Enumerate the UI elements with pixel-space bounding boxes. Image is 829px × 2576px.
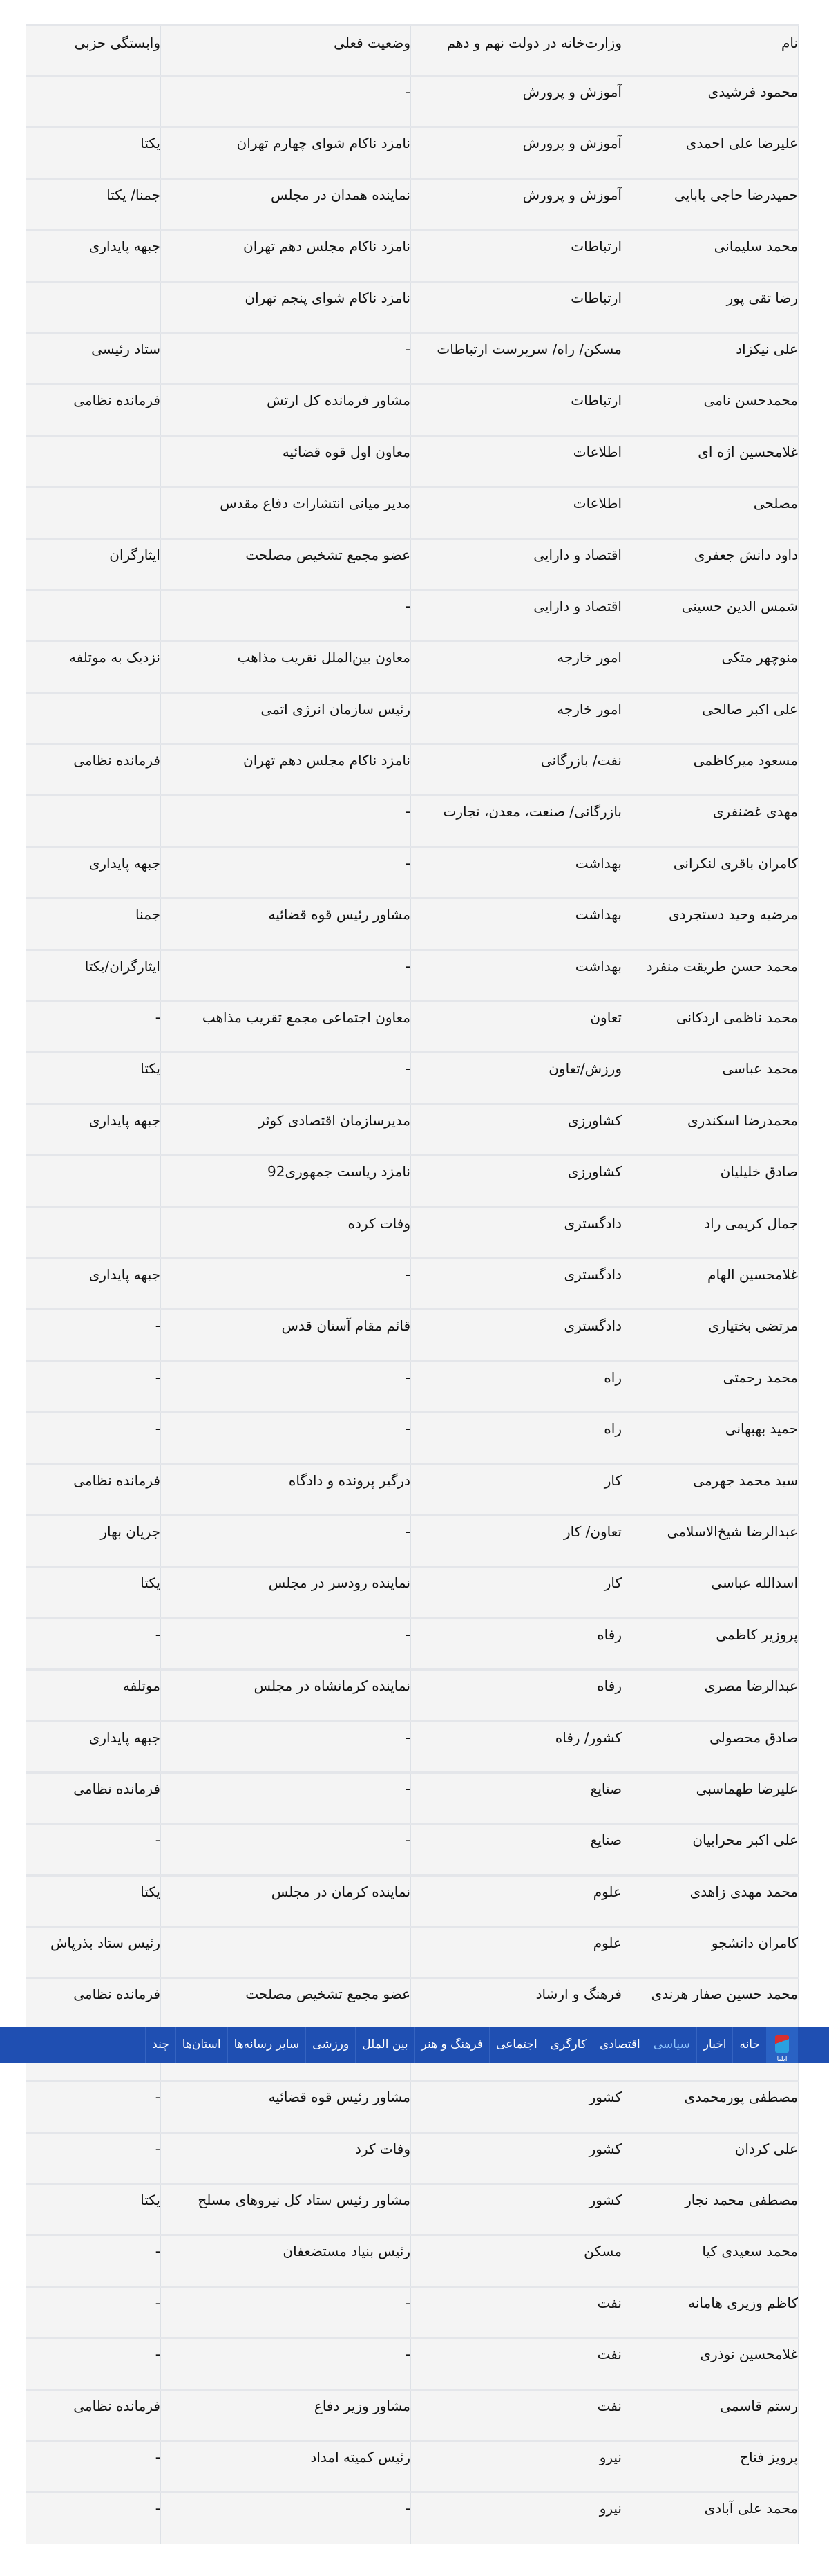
- cell-ministry: بهداشت: [411, 899, 622, 950]
- cell-current-status: رئیس کمیته امداد: [161, 2441, 411, 2492]
- nav-item[interactable]: خانه: [732, 2027, 766, 2063]
- cell-party: یکتا: [26, 1875, 161, 1926]
- cell-party: -: [26, 2081, 161, 2132]
- cell-ministry: اطلاعات: [411, 435, 622, 487]
- cell-party: جبهه پایداری: [26, 230, 161, 281]
- cell-current-status: رئیس بنیاد مستضعفان: [161, 2235, 411, 2286]
- cell-current-status: نامزد ناکام شوای چهارم تهران: [161, 127, 411, 178]
- cell-name: کامران دانشجو: [622, 1927, 799, 1978]
- cell-name: محمد مهدی زاهدی: [622, 1875, 799, 1926]
- cell-ministry: رفاه: [411, 1670, 622, 1721]
- table-row: [26, 1207, 799, 1258]
- cell-current-status: -: [161, 2338, 411, 2389]
- header-ministry: وزارت‌خانه در دولت نهم و دهم: [411, 26, 622, 76]
- cell-name: رضا تقی پور: [622, 281, 799, 332]
- table-row: [26, 1772, 799, 1823]
- cell-name: سید محمد جهرمی: [622, 1464, 799, 1515]
- cell-name: رستم قاسمی: [622, 2389, 799, 2441]
- table-row: [26, 435, 799, 487]
- cell-current-status: مشاور فرمانده کل ارتش: [161, 384, 411, 435]
- cell-current-status: وفات کرده: [161, 1207, 411, 1258]
- cell-current-status: عضو مجمع تشخیص مصلحت: [161, 1978, 411, 2029]
- cell-name: علی اکبر صالحی: [622, 693, 799, 744]
- cell-party: نزدیک به موتلفه: [26, 641, 161, 693]
- cell-current-status: نامزد ناکام مجلس دهم تهران: [161, 230, 411, 281]
- cell-ministry: امور خارجه: [411, 693, 622, 744]
- cell-party: جمنا/ یکتا: [26, 178, 161, 229]
- cell-party: -: [26, 1413, 161, 1464]
- cell-name: محمد علی آبادی: [622, 2492, 799, 2544]
- cell-party: [26, 435, 161, 487]
- header-current-status: وضعیت فعلی: [161, 26, 411, 76]
- cell-current-status: عضو مجمع تشخیص مصلحت: [161, 538, 411, 590]
- cell-ministry: آموزش و پرورش: [411, 76, 622, 127]
- table-row: [26, 1927, 799, 1978]
- cell-current-status: -: [161, 1824, 411, 1875]
- cell-current-status: -: [161, 796, 411, 847]
- table-row: [26, 899, 799, 950]
- table-row: [26, 1875, 799, 1926]
- cell-name: شمس الدین حسینی: [622, 590, 799, 641]
- ministers-table: [26, 24, 799, 2544]
- cell-current-status: -: [161, 950, 411, 1001]
- cell-current-status: مشاور رئیس قوه قضائیه: [161, 2081, 411, 2132]
- cell-ministry: بهداشت: [411, 950, 622, 1001]
- cell-name: محمد رحمتی: [622, 1361, 799, 1412]
- header-name: نام: [622, 26, 799, 76]
- table-row: [26, 1310, 799, 1361]
- cell-name: عبدالرضا مصری: [622, 1670, 799, 1721]
- cell-party: -: [26, 1310, 161, 1361]
- cell-current-status: -: [161, 76, 411, 127]
- cell-name: علی نیکزاد: [622, 332, 799, 384]
- cell-party: فرمانده نظامی: [26, 2389, 161, 2441]
- cell-ministry: نفت/ بازرگانی: [411, 744, 622, 796]
- cell-name: حمید بهبهانی: [622, 1413, 799, 1464]
- cell-name: کاظم وزیری هامانه: [622, 2286, 799, 2338]
- cell-ministry: نیرو: [411, 2441, 622, 2492]
- table-row: [26, 1567, 799, 1618]
- table-row: [26, 2081, 799, 2132]
- cell-ministry: بازرگانی/ صنعت، معدن، تجارت: [411, 796, 622, 847]
- cell-current-status: نماینده همدان در مجلس: [161, 178, 411, 229]
- cell-party: یکتا: [26, 2184, 161, 2235]
- cell-party: فرمانده نظامی: [26, 744, 161, 796]
- table-row: [26, 1618, 799, 1669]
- cell-ministry: دادگستری: [411, 1310, 622, 1361]
- table-row: [26, 230, 799, 281]
- nav-item[interactable]: سایر رسانه‌ها: [227, 2027, 306, 2063]
- cell-ministry: کار: [411, 1464, 622, 1515]
- cell-name: داود دانش جعفری: [622, 538, 799, 590]
- table-row: [26, 796, 799, 847]
- nav-item[interactable]: سیاسی: [647, 2027, 696, 2063]
- cell-party: جبهه پایداری: [26, 847, 161, 898]
- cell-name: علیرضا علی احمدی: [622, 127, 799, 178]
- cell-ministry: صنایع: [411, 1772, 622, 1823]
- nav-item[interactable]: چند: [145, 2027, 175, 2063]
- cell-ministry: رفاه: [411, 1618, 622, 1669]
- cell-party: رئیس ستاد بذرپاش: [26, 1927, 161, 1978]
- cell-ministry: راه: [411, 1361, 622, 1412]
- cell-party: جبهه پایداری: [26, 1104, 161, 1155]
- cell-name: کامران باقری لنکرانی: [622, 847, 799, 898]
- cell-ministry: ارتباطات: [411, 230, 622, 281]
- table-row: [26, 178, 799, 229]
- cell-ministry: ورزش/تعاون: [411, 1053, 622, 1104]
- table-row: [26, 538, 799, 590]
- cell-party: -: [26, 2492, 161, 2544]
- cell-name: حمیدرضا حاجی بابایی: [622, 178, 799, 229]
- cell-party: -: [26, 2132, 161, 2183]
- cell-current-status: مدیر میانی انتشارات دفاع مقدس: [161, 487, 411, 538]
- cell-ministry: نفت: [411, 2338, 622, 2389]
- cell-party: جمنا: [26, 899, 161, 950]
- cell-current-status: نماینده رودسر در مجلس: [161, 1567, 411, 1618]
- cell-current-status: -: [161, 1515, 411, 1566]
- cell-current-status: [161, 1927, 411, 1978]
- cell-party: [26, 693, 161, 744]
- cell-party: یکتا: [26, 1567, 161, 1618]
- cell-name: علیرضا طهماسبی: [622, 1772, 799, 1823]
- cell-party: موتلفه: [26, 1670, 161, 1721]
- table-row: [26, 2338, 799, 2389]
- table-row: [26, 1721, 799, 1772]
- cell-name: مصلحی: [622, 487, 799, 538]
- cell-party: [26, 1156, 161, 1207]
- cell-current-status: -: [161, 2286, 411, 2338]
- cell-party: ستاد رئیسی: [26, 332, 161, 384]
- cell-ministry: تعاون/ کار: [411, 1515, 622, 1566]
- site-nav-bar: [0, 2027, 829, 2063]
- cell-current-status: وفات کرد: [161, 2132, 411, 2183]
- cell-name: صادق محصولی: [622, 1721, 799, 1772]
- cell-name: مهدی غضنفری: [622, 796, 799, 847]
- cell-ministry: دادگستری: [411, 1207, 622, 1258]
- nav-item[interactable]: بین الملل: [355, 2027, 414, 2063]
- cell-ministry: نفت: [411, 2286, 622, 2338]
- cell-party: جبهه پایداری: [26, 1258, 161, 1309]
- table-row: [26, 332, 799, 384]
- cell-party: [26, 1207, 161, 1258]
- table-row: [26, 1824, 799, 1875]
- cell-current-status: نماینده کرمانشاه در مجلس: [161, 1670, 411, 1721]
- cell-name: پرویز فتاح: [622, 2441, 799, 2492]
- cell-current-status: -: [161, 2492, 411, 2544]
- cell-current-status: نامزد ناکام مجلس دهم تهران: [161, 744, 411, 796]
- cell-party: ایثارگران: [26, 538, 161, 590]
- cell-ministry: کشور: [411, 2184, 622, 2235]
- logo-icon: [775, 2035, 789, 2053]
- table-row: [26, 1104, 799, 1155]
- cell-party: [26, 796, 161, 847]
- cell-name: علی کردان: [622, 2132, 799, 2183]
- nav-item[interactable]: اجتماعی: [489, 2027, 544, 2063]
- table-row: [26, 281, 799, 332]
- cell-party: -: [26, 2286, 161, 2338]
- cell-current-status: -: [161, 1772, 411, 1823]
- header-party: وابستگی حزبی: [26, 26, 161, 76]
- table-row: [26, 693, 799, 744]
- cell-name: غلامحسین اژه ای: [622, 435, 799, 487]
- table-row: [26, 1978, 799, 2029]
- table-header-row: [26, 26, 799, 76]
- cell-party: یکتا: [26, 127, 161, 178]
- cell-ministry: مسکن/ راه/ سرپرست ارتباطات: [411, 332, 622, 384]
- table-row: [26, 1361, 799, 1412]
- nav-item[interactable]: کارگری: [544, 2027, 593, 2063]
- cell-name: علی اکبر محرابیان: [622, 1824, 799, 1875]
- cell-name: مصطفی پورمحمدی: [622, 2081, 799, 2132]
- cell-name: مسعود میرکاظمی: [622, 744, 799, 796]
- nav-item[interactable]: استان‌ها: [175, 2027, 227, 2063]
- cell-ministry: ارتباطات: [411, 281, 622, 332]
- cell-party: یکتا: [26, 1053, 161, 1104]
- cell-name: صادق خلیلیان: [622, 1156, 799, 1207]
- table-row: [26, 590, 799, 641]
- cell-current-status: درگیر پرونده و دادگاه: [161, 1464, 411, 1515]
- cell-name: محمد سلیمانی: [622, 230, 799, 281]
- cell-current-status: -: [161, 1053, 411, 1104]
- cell-current-status: -: [161, 1618, 411, 1669]
- table-row: [26, 2132, 799, 2183]
- cell-ministry: راه: [411, 1413, 622, 1464]
- cell-name: مرتضی بختیاری: [622, 1310, 799, 1361]
- cell-ministry: کشاورزی: [411, 1104, 622, 1155]
- cell-current-status: -: [161, 847, 411, 898]
- cell-ministry: کشاورزی: [411, 1156, 622, 1207]
- table-row: [26, 641, 799, 693]
- cell-ministry: آموزش و پرورش: [411, 178, 622, 229]
- nav-item[interactable]: فرهنگ و هنر: [414, 2027, 489, 2063]
- cell-current-status: -: [161, 332, 411, 384]
- cell-current-status: مشاور رئیس ستاد کل نیروهای مسلح: [161, 2184, 411, 2235]
- cell-party: [26, 590, 161, 641]
- cell-current-status: مشاور رئیس قوه قضائیه: [161, 899, 411, 950]
- cell-name: محمد عباسی: [622, 1053, 799, 1104]
- cell-ministry: کشور: [411, 2132, 622, 2183]
- cell-party: -: [26, 1824, 161, 1875]
- cell-ministry: علوم: [411, 1875, 622, 1926]
- table-row: [26, 384, 799, 435]
- cell-name: منوچهر متکی: [622, 641, 799, 693]
- cell-ministry: اطلاعات: [411, 487, 622, 538]
- table-row: [26, 847, 799, 898]
- cell-name: محمدحسن نامی: [622, 384, 799, 435]
- table-row: [26, 1670, 799, 1721]
- cell-party: -: [26, 1361, 161, 1412]
- logo-text: ایلنا: [776, 2056, 788, 2063]
- table-row: [26, 744, 799, 796]
- cell-ministry: امور خارجه: [411, 641, 622, 693]
- table-row: [26, 950, 799, 1001]
- cell-party: -: [26, 2338, 161, 2389]
- cell-party: -: [26, 1002, 161, 1053]
- table-row: [26, 487, 799, 538]
- nav-item[interactable]: اخبار: [696, 2027, 733, 2063]
- cell-party: -: [26, 2441, 161, 2492]
- cell-name: محمد ناظمی اردکانی: [622, 1002, 799, 1053]
- cell-ministry: دادگستری: [411, 1258, 622, 1309]
- table-row: [26, 1258, 799, 1309]
- table-row: [26, 1464, 799, 1515]
- cell-current-status: معاون بین‌الملل تقریب مذاهب: [161, 641, 411, 693]
- table-row: [26, 2184, 799, 2235]
- cell-name: غلامحسین الهام: [622, 1258, 799, 1309]
- cell-ministry: علوم: [411, 1927, 622, 1978]
- cell-ministry: نیرو: [411, 2492, 622, 2544]
- cell-current-status: -: [161, 1721, 411, 1772]
- cell-ministry: اقتصاد و دارایی: [411, 538, 622, 590]
- table-row: [26, 2441, 799, 2492]
- cell-party: -: [26, 2235, 161, 2286]
- cell-name: محمد حسین صفار هرندی: [622, 1978, 799, 2029]
- cell-ministry: آموزش و پرورش: [411, 127, 622, 178]
- cell-ministry: اقتصاد و دارایی: [411, 590, 622, 641]
- cell-ministry: ارتباطات: [411, 384, 622, 435]
- cell-party: -: [26, 1618, 161, 1669]
- nav-item[interactable]: اقتصادی: [593, 2027, 647, 2063]
- cell-current-status: -: [161, 1413, 411, 1464]
- table-row: [26, 2286, 799, 2338]
- cell-current-status: نامزد ناکام شوای پنجم تهران: [161, 281, 411, 332]
- cell-name: اسدالله عباسی: [622, 1567, 799, 1618]
- cell-current-status: قائم مقام آستان قدس: [161, 1310, 411, 1361]
- cell-ministry: کار: [411, 1567, 622, 1618]
- cell-ministry: صنایع: [411, 1824, 622, 1875]
- ilna-logo[interactable]: [766, 2027, 798, 2063]
- cell-current-status: -: [161, 1361, 411, 1412]
- table-row: [26, 1002, 799, 1053]
- nav-item[interactable]: ورزشی: [305, 2027, 355, 2063]
- table-row: [26, 2389, 799, 2441]
- cell-ministry: کشور: [411, 2081, 622, 2132]
- cell-ministry: نفت: [411, 2389, 622, 2441]
- cell-name: جمال کریمی راد: [622, 1207, 799, 1258]
- cell-name: غلامحسین نوذری: [622, 2338, 799, 2389]
- cell-name: محمد سعیدی کیا: [622, 2235, 799, 2286]
- cell-current-status: -: [161, 1258, 411, 1309]
- cell-current-status: مدیرسازمان اقتصادی کوثر: [161, 1104, 411, 1155]
- cell-ministry: تعاون: [411, 1002, 622, 1053]
- cell-current-status: مشاور وزیر دفاع: [161, 2389, 411, 2441]
- table-row: [26, 76, 799, 127]
- cell-party: فرمانده نظامی: [26, 1978, 161, 2029]
- cell-name: محمدرضا اسکندری: [622, 1104, 799, 1155]
- cell-party: [26, 487, 161, 538]
- table-row: [26, 2492, 799, 2544]
- cell-party: ایثارگران/یکتا: [26, 950, 161, 1001]
- cell-current-status: -: [161, 590, 411, 641]
- cell-party: [26, 76, 161, 127]
- table-row: [26, 127, 799, 178]
- cell-party: فرمانده نظامی: [26, 1464, 161, 1515]
- cell-current-status: معاون اول قوه قضائیه: [161, 435, 411, 487]
- cell-ministry: مسکن: [411, 2235, 622, 2286]
- cell-name: محمد حسن طریقت منفرد: [622, 950, 799, 1001]
- table-row: [26, 1515, 799, 1566]
- cell-party: فرمانده نظامی: [26, 384, 161, 435]
- table-row: [26, 1156, 799, 1207]
- cell-name: مصطفی محمد نجار: [622, 2184, 799, 2235]
- cell-current-status: معاون اجتماعی مجمع تقریب مذاهب: [161, 1002, 411, 1053]
- cell-name: عبدالرضا شیخ‌الاسلامی: [622, 1515, 799, 1566]
- cell-current-status: رئیس سازمان انرژی اتمی: [161, 693, 411, 744]
- cell-name: محمود فرشیدی: [622, 76, 799, 127]
- cell-party: جریان بهار: [26, 1515, 161, 1566]
- cell-party: فرمانده نظامی: [26, 1772, 161, 1823]
- cell-party: [26, 281, 161, 332]
- cell-name: مرضیه وحید دستجردی: [622, 899, 799, 950]
- table-row: [26, 2235, 799, 2286]
- cell-current-status: نامزد ریاست جمهوری92: [161, 1156, 411, 1207]
- cell-name: پروزیر کاظمی: [622, 1618, 799, 1669]
- cell-current-status: نماینده کرمان در مجلس: [161, 1875, 411, 1926]
- cell-party: جبهه پایداری: [26, 1721, 161, 1772]
- table-row: [26, 1053, 799, 1104]
- cell-ministry: بهداشت: [411, 847, 622, 898]
- table-row: [26, 1413, 799, 1464]
- cell-ministry: کشور/ رفاه: [411, 1721, 622, 1772]
- cell-ministry: فرهنگ و ارشاد: [411, 1978, 622, 2029]
